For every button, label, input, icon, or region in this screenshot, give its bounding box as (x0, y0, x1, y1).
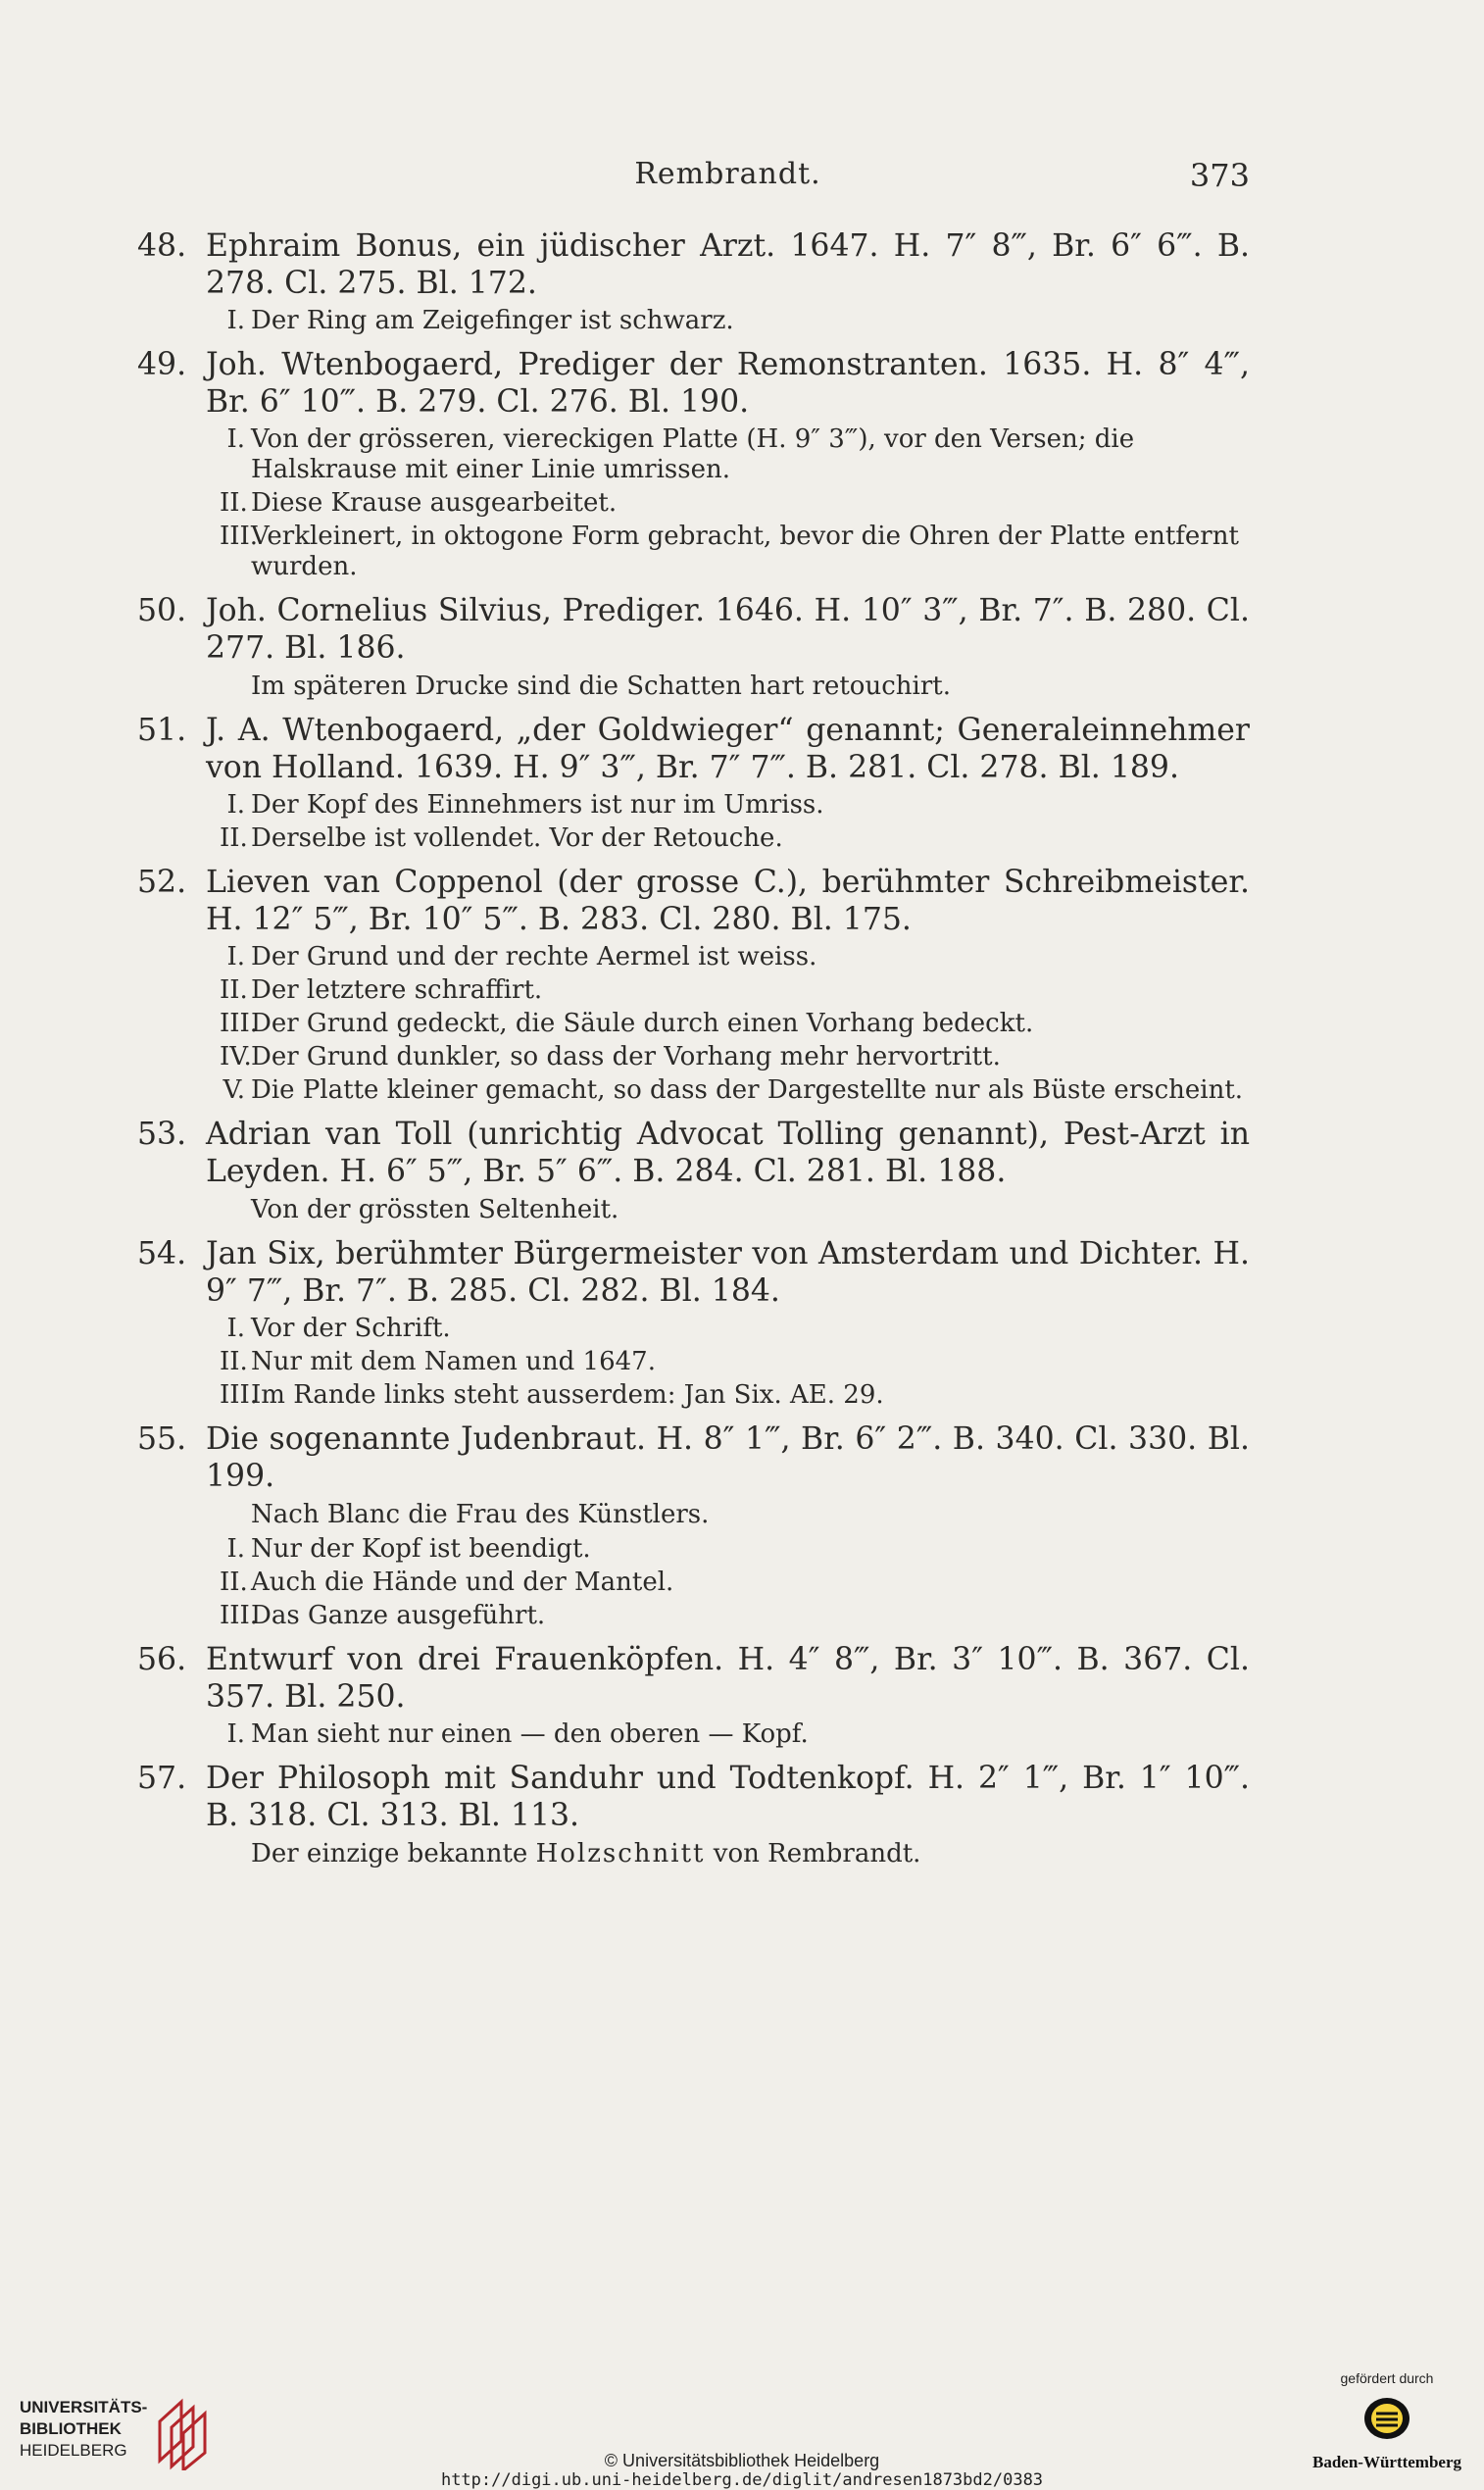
entry-heading (137, 1420, 1250, 1495)
state-text: Verkleinert, in oktogone Form gebracht, bevor die Ohren der Platte entfernt wurden. (251, 522, 1239, 581)
entry-text: J. A. Wtenbogaerd, „der Goldwieger“ genannt; Generaleinnehmer von Holland. 1639. H. 9″ 3‴, Br. 7″ 7‴. B. 281. Cl. 278. Bl. 189. (206, 713, 1250, 785)
state-number: III. (220, 1380, 259, 1410)
note-text: von Rembrandt. (713, 1839, 921, 1868)
entry-heading (137, 1116, 1250, 1190)
library-name-line: HEIDELBERG (20, 2441, 127, 2460)
source-url[interactable]: http://digi.ub.uni-heidelberg.de/diglit/andresen1873bd2/0383 (440, 2470, 1044, 2490)
state-text: Nur der Kopf ist beendigt. (251, 1534, 591, 1564)
note-text: Der einzige bekannte (251, 1839, 528, 1868)
catalog-entries (137, 227, 1250, 1879)
entry-heading (137, 712, 1250, 786)
state-text: Der letztere schraffirt. (251, 975, 543, 1005)
state-text: Auch die Hände und der Mantel. (251, 1568, 674, 1597)
state-text: Im Rande links steht ausserdem: Jan Six. AE. 29. (251, 1380, 884, 1410)
entry-note: Nach Blanc die Frau des Künstlers. (251, 1500, 710, 1529)
state-item (220, 1314, 1250, 1344)
entry-heading (137, 1641, 1250, 1716)
state-list (137, 942, 1250, 1106)
entry-text: Der Philosoph mit Sanduhr und Todtenkopf. H. 2″ 1‴, Br. 1″ 10‴. B. 318. Cl. 313. Bl. 113. (206, 1761, 1250, 1833)
copyright-notice: © Universitätsbibliothek Heidelberg (604, 2451, 880, 2470)
state-item (220, 306, 1250, 336)
state-number: V. (223, 1075, 245, 1105)
state-item (220, 790, 1250, 821)
entry-note: Von der grössten Seltenheit. (251, 1195, 619, 1224)
state-text: Der Grund gedeckt, die Säule durch einen Vorhang bedeckt. (251, 1009, 1034, 1038)
state-text: Der Grund dunkler, so dass der Vorhang mehr hervortritt. (251, 1042, 1001, 1071)
state-item (220, 1568, 1250, 1598)
catalog-entry (137, 1420, 1250, 1631)
entry-number: 49. (137, 347, 187, 382)
state-item (220, 1719, 1250, 1750)
state-text: Der Grund und der rechte Aermel ist weiss. (251, 942, 817, 971)
state-item (220, 823, 1250, 854)
state-list (137, 790, 1250, 854)
state-number: III. (220, 1009, 259, 1038)
state-item (220, 1347, 1250, 1377)
note-emphasis: Holzschnitt (535, 1839, 706, 1868)
entry-note (137, 1838, 1250, 1869)
state-item (220, 522, 1250, 582)
state-number: IV. (220, 1042, 252, 1071)
state-number: II. (220, 1347, 248, 1376)
entry-text: Adrian van Toll (unrichtig Advocat Tolling genannt), Pest-Arzt in Leyden. H. 6″ 5‴, Br. 5″ 6‴. B. 284. Cl. 281. Bl. 188. (206, 1117, 1250, 1189)
sponsor-caption: gefördert durch (1340, 2370, 1434, 2386)
state-list (137, 424, 1250, 582)
entry-heading (137, 227, 1250, 302)
state-number: I. (226, 1719, 245, 1749)
library-name-line: UNIVERSITÄTS- (20, 2398, 148, 2416)
state-item (220, 1380, 1250, 1411)
entry-heading (137, 346, 1250, 421)
state-text: Der Kopf des Einnehmers ist nur im Umriss. (251, 790, 824, 820)
state-text: Derselbe ist vollendet. Vor der Retouche. (251, 823, 783, 853)
state-text: Man sieht nur einen — den oberen — Kopf. (251, 1719, 809, 1749)
state-list (137, 1719, 1250, 1750)
entry-number: 55. (137, 1421, 187, 1457)
state-list (137, 1534, 1250, 1631)
entry-number: 53. (137, 1117, 187, 1152)
state-list (137, 306, 1250, 336)
catalog-entry (137, 592, 1250, 702)
state-text: Vor der Schrift. (251, 1314, 451, 1343)
state-item (220, 1601, 1250, 1631)
entry-number: 51. (137, 713, 187, 748)
state-item (220, 488, 1250, 519)
entry-text: Joh. Wtenbogaerd, Prediger der Remonstranten. 1635. H. 8″ 4‴, Br. 6″ 10‴. B. 279. Cl. 276. Bl. 190. (206, 347, 1250, 420)
state-text: Der Ring am Zeigefinger ist schwarz. (251, 306, 734, 335)
coat-of-arms-icon (1362, 2394, 1411, 2443)
library-name-line: BIBLIOTHEK (20, 2419, 122, 2438)
entry-heading (137, 1760, 1250, 1834)
entry-number: 48. (137, 228, 187, 264)
entry-text: Lieven van Coppenol (der grosse C.), berühmter Schreibmeister. H. 12″ 5‴, Br. 10″ 5‴. B. 283. Cl. 280. Bl. 175. (206, 865, 1250, 937)
state-number: III. (220, 1601, 259, 1630)
state-item (220, 1009, 1250, 1039)
state-item (220, 1075, 1250, 1106)
catalog-entry (137, 1760, 1250, 1869)
entry-number: 57. (137, 1761, 187, 1796)
entry-text: Die sogenannte Judenbraut. H. 8″ 1‴, Br. 6″ 2‴. B. 340. Cl. 330. Bl. 199. (206, 1421, 1250, 1494)
state-item (220, 975, 1250, 1006)
state-text: Von der grösseren, viereckigen Platte (H. 9″ 3‴), vor den Versen; die Halskrause mit einer Linie umrissen. (251, 424, 1135, 484)
state-number: III. (220, 522, 259, 551)
state-number: I. (226, 1314, 245, 1343)
state-number: I. (226, 790, 245, 820)
entry-number: 56. (137, 1642, 187, 1677)
state-number: I. (226, 424, 245, 454)
catalog-entry (137, 227, 1250, 336)
catalog-entry (137, 712, 1250, 854)
state-item (220, 424, 1250, 485)
entry-note: Im späteren Drucke sind die Schatten hart retouchirt. (251, 672, 951, 701)
entry-text: Ephraim Bonus, ein jüdischer Arzt. 1647. H. 7″ 8‴, Br. 6″ 6‴. B. 278. Cl. 275. Bl. 172. (206, 228, 1250, 301)
state-number: I. (226, 306, 245, 335)
state-number: I. (226, 1534, 245, 1564)
entry-number: 52. (137, 865, 187, 900)
digitization-footer (0, 2353, 1484, 2490)
state-text: Diese Krause ausgearbeitet. (251, 488, 618, 518)
state-item (220, 1042, 1250, 1072)
sponsor-name: Baden-Württemberg (1311, 2453, 1462, 2471)
catalog-entry (137, 1641, 1250, 1750)
state-list (137, 1314, 1250, 1411)
state-number: II. (220, 975, 248, 1005)
catalog-entry (137, 1235, 1250, 1411)
catalog-entry (137, 1116, 1250, 1225)
page-number: 373 (1189, 157, 1250, 194)
state-text: Nur mit dem Namen und 1647. (251, 1347, 656, 1376)
entry-heading (137, 592, 1250, 667)
entry-text: Entwurf von drei Frauenköpfen. H. 4″ 8‴, Br. 3″ 10‴. B. 367. Cl. 357. Bl. 250. (206, 1642, 1250, 1715)
state-number: II. (220, 823, 248, 853)
state-text: Das Ganze ausgeführt. (251, 1601, 546, 1630)
entry-text: Jan Six, berühmter Bürgermeister von Amsterdam und Dichter. H. 9″ 7‴, Br. 7″. B. 285. Cl. 282. Bl. 184. (206, 1236, 1250, 1309)
state-item (220, 1534, 1250, 1565)
entry-text: Joh. Cornelius Silvius, Prediger. 1646. H. 10″ 3‴, Br. 7″. B. 280. Cl. 277. Bl. 186. (206, 593, 1250, 666)
sponsor-logo (1304, 2370, 1470, 2478)
running-head (206, 157, 1250, 196)
state-number: II. (220, 488, 248, 518)
catalog-entry (137, 346, 1250, 582)
state-number: II. (220, 1568, 248, 1597)
entry-heading (137, 1235, 1250, 1310)
state-number: I. (226, 942, 245, 971)
running-title: Rembrandt. (634, 157, 821, 191)
entry-number: 54. (137, 1236, 187, 1271)
state-text: Die Platte kleiner gemacht, so dass der Dargestellte nur als Büste erscheint. (251, 1075, 1244, 1105)
entry-number: 50. (137, 593, 187, 628)
entry-heading (137, 864, 1250, 938)
state-item (220, 942, 1250, 972)
catalog-entry (137, 864, 1250, 1106)
